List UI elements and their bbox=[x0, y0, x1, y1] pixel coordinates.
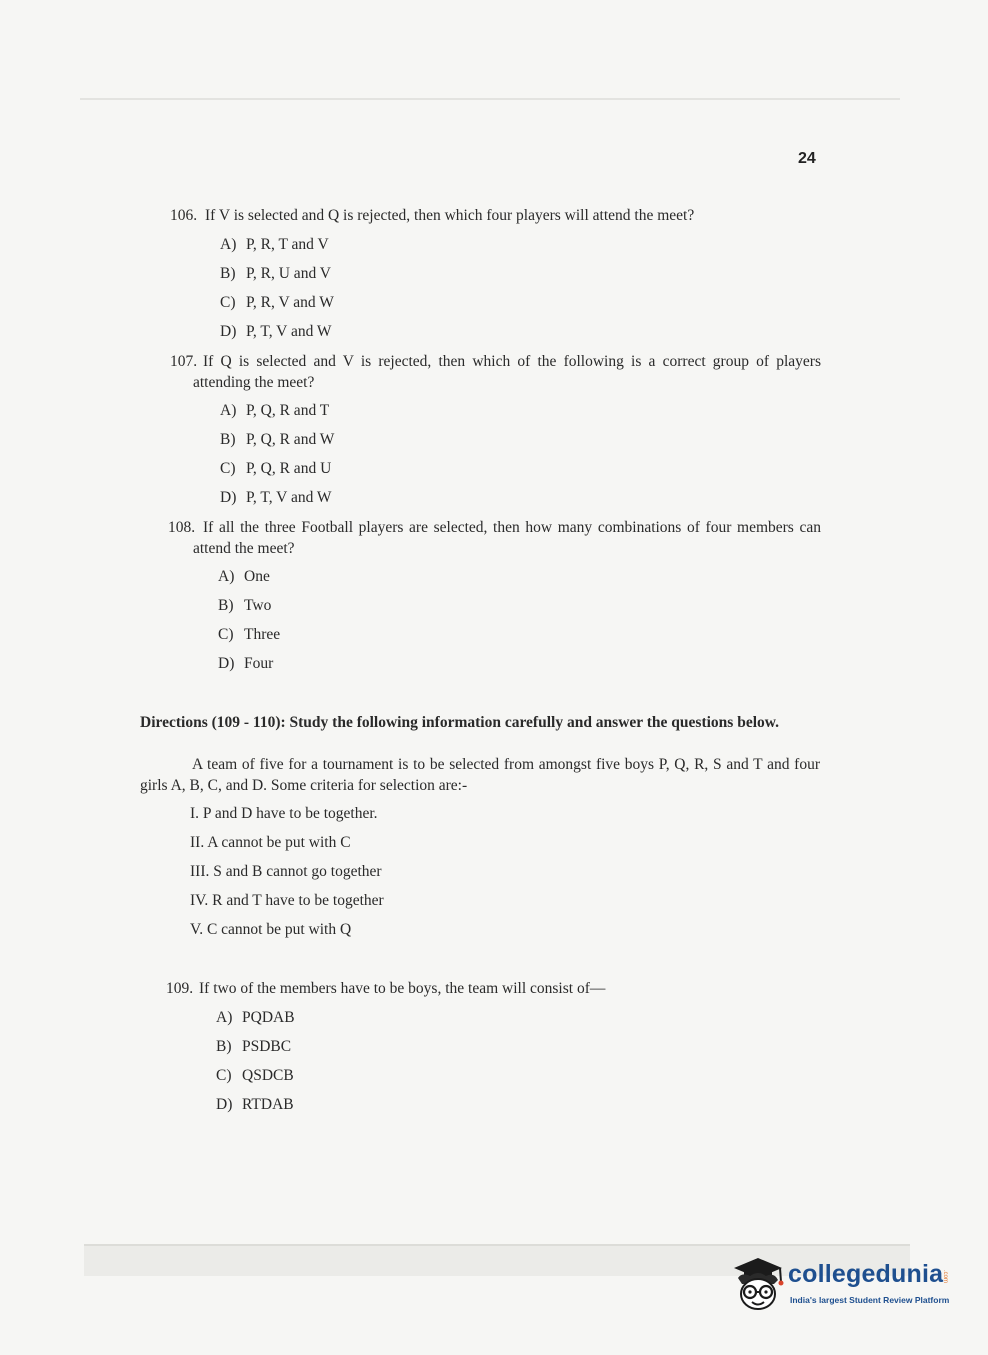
question-text: If Q is selected and V is rejected, then which of the following is a correct group of players attending the meet? bbox=[193, 353, 821, 391]
option-text: Four bbox=[244, 655, 274, 672]
option-a bbox=[220, 401, 329, 421]
criterion-4: IV. R and T have to be together bbox=[190, 892, 384, 909]
option-text: P, T, V and W bbox=[246, 489, 332, 506]
option-label: A) bbox=[220, 402, 237, 419]
option-text: P, Q, R and W bbox=[246, 431, 335, 448]
question-number: 106. bbox=[170, 207, 198, 224]
option-label: C) bbox=[216, 1067, 232, 1084]
option-text: Three bbox=[244, 626, 281, 643]
logo-tagline: India's largest Student Review Platform bbox=[790, 1295, 950, 1305]
logo-wordmark: collegedunia bbox=[788, 1260, 944, 1288]
option-label: D) bbox=[220, 489, 237, 506]
option-b bbox=[218, 596, 271, 616]
criterion-2: II. A cannot be put with C bbox=[190, 834, 351, 851]
question-text: If two of the members have to be boys, the team will consist of— bbox=[199, 980, 606, 997]
option-label: B) bbox=[216, 1038, 232, 1055]
option-label: B) bbox=[220, 265, 236, 282]
option-c bbox=[216, 1066, 294, 1086]
criterion-1: I. P and D have to be together. bbox=[190, 805, 378, 822]
option-text: PQDAB bbox=[242, 1009, 295, 1026]
option-c bbox=[220, 459, 331, 479]
option-b bbox=[220, 264, 331, 284]
option-d bbox=[216, 1095, 294, 1115]
option-text: RTDAB bbox=[242, 1096, 294, 1113]
option-label: C) bbox=[220, 460, 236, 477]
option-label: B) bbox=[218, 597, 234, 614]
page-top-rule bbox=[80, 98, 900, 100]
criterion-5: V. C cannot be put with Q bbox=[190, 921, 352, 938]
option-text: PSDBC bbox=[242, 1038, 292, 1055]
option-d bbox=[220, 322, 332, 342]
directions-heading: Directions (109 - 110): Study the following information carefully and answer the questions below. bbox=[140, 714, 779, 731]
option-d bbox=[220, 488, 332, 508]
question-number: 108. bbox=[168, 519, 196, 536]
option-a bbox=[216, 1008, 295, 1028]
question-number: 109. bbox=[166, 980, 194, 997]
option-label: D) bbox=[218, 655, 235, 672]
option-label: B) bbox=[220, 431, 236, 448]
option-text: One bbox=[244, 568, 270, 585]
option-text: P, Q, R and U bbox=[246, 460, 332, 477]
option-label: C) bbox=[220, 294, 236, 311]
question-text: If V is selected and Q is rejected, then which four players will attend the meet? bbox=[205, 207, 695, 224]
option-text: Two bbox=[244, 597, 272, 614]
question-text: If all the three Football players are selected, then how many combinations of four members can attend the meet? bbox=[193, 519, 821, 557]
option-c bbox=[220, 293, 334, 313]
option-text: P, T, V and W bbox=[246, 323, 332, 340]
option-text: QSDCB bbox=[242, 1067, 294, 1084]
option-b bbox=[216, 1037, 291, 1057]
option-text: P, Q, R and T bbox=[246, 402, 330, 419]
criterion-3: III. S and B cannot go together bbox=[190, 863, 382, 880]
option-label: A) bbox=[216, 1009, 233, 1026]
option-d bbox=[218, 654, 273, 674]
option-label: C) bbox=[218, 626, 234, 643]
logo-domain-suffix: .com bbox=[942, 1270, 948, 1284]
option-text: P, R, T and V bbox=[246, 236, 329, 253]
option-text: P, R, U and V bbox=[246, 265, 331, 282]
option-text: P, R, V and W bbox=[246, 294, 334, 311]
option-a bbox=[218, 567, 270, 587]
option-c bbox=[218, 625, 280, 645]
option-b bbox=[220, 430, 334, 450]
page-number: 24 bbox=[798, 150, 816, 167]
student-mascot-icon bbox=[728, 1254, 786, 1314]
collegedunia-logo[interactable] bbox=[728, 1250, 958, 1320]
option-label: D) bbox=[220, 323, 237, 340]
question-number: 107. bbox=[170, 353, 198, 370]
option-label: A) bbox=[218, 568, 235, 585]
option-label: A) bbox=[220, 236, 237, 253]
option-label: D) bbox=[216, 1096, 233, 1113]
directions-paragraph: A team of five for a tournament is to be selected from amongst five boys P, Q, R, S and T and four girls A, B, C, and D. Some criteria for selection are:- bbox=[140, 756, 820, 794]
option-a bbox=[220, 235, 329, 255]
